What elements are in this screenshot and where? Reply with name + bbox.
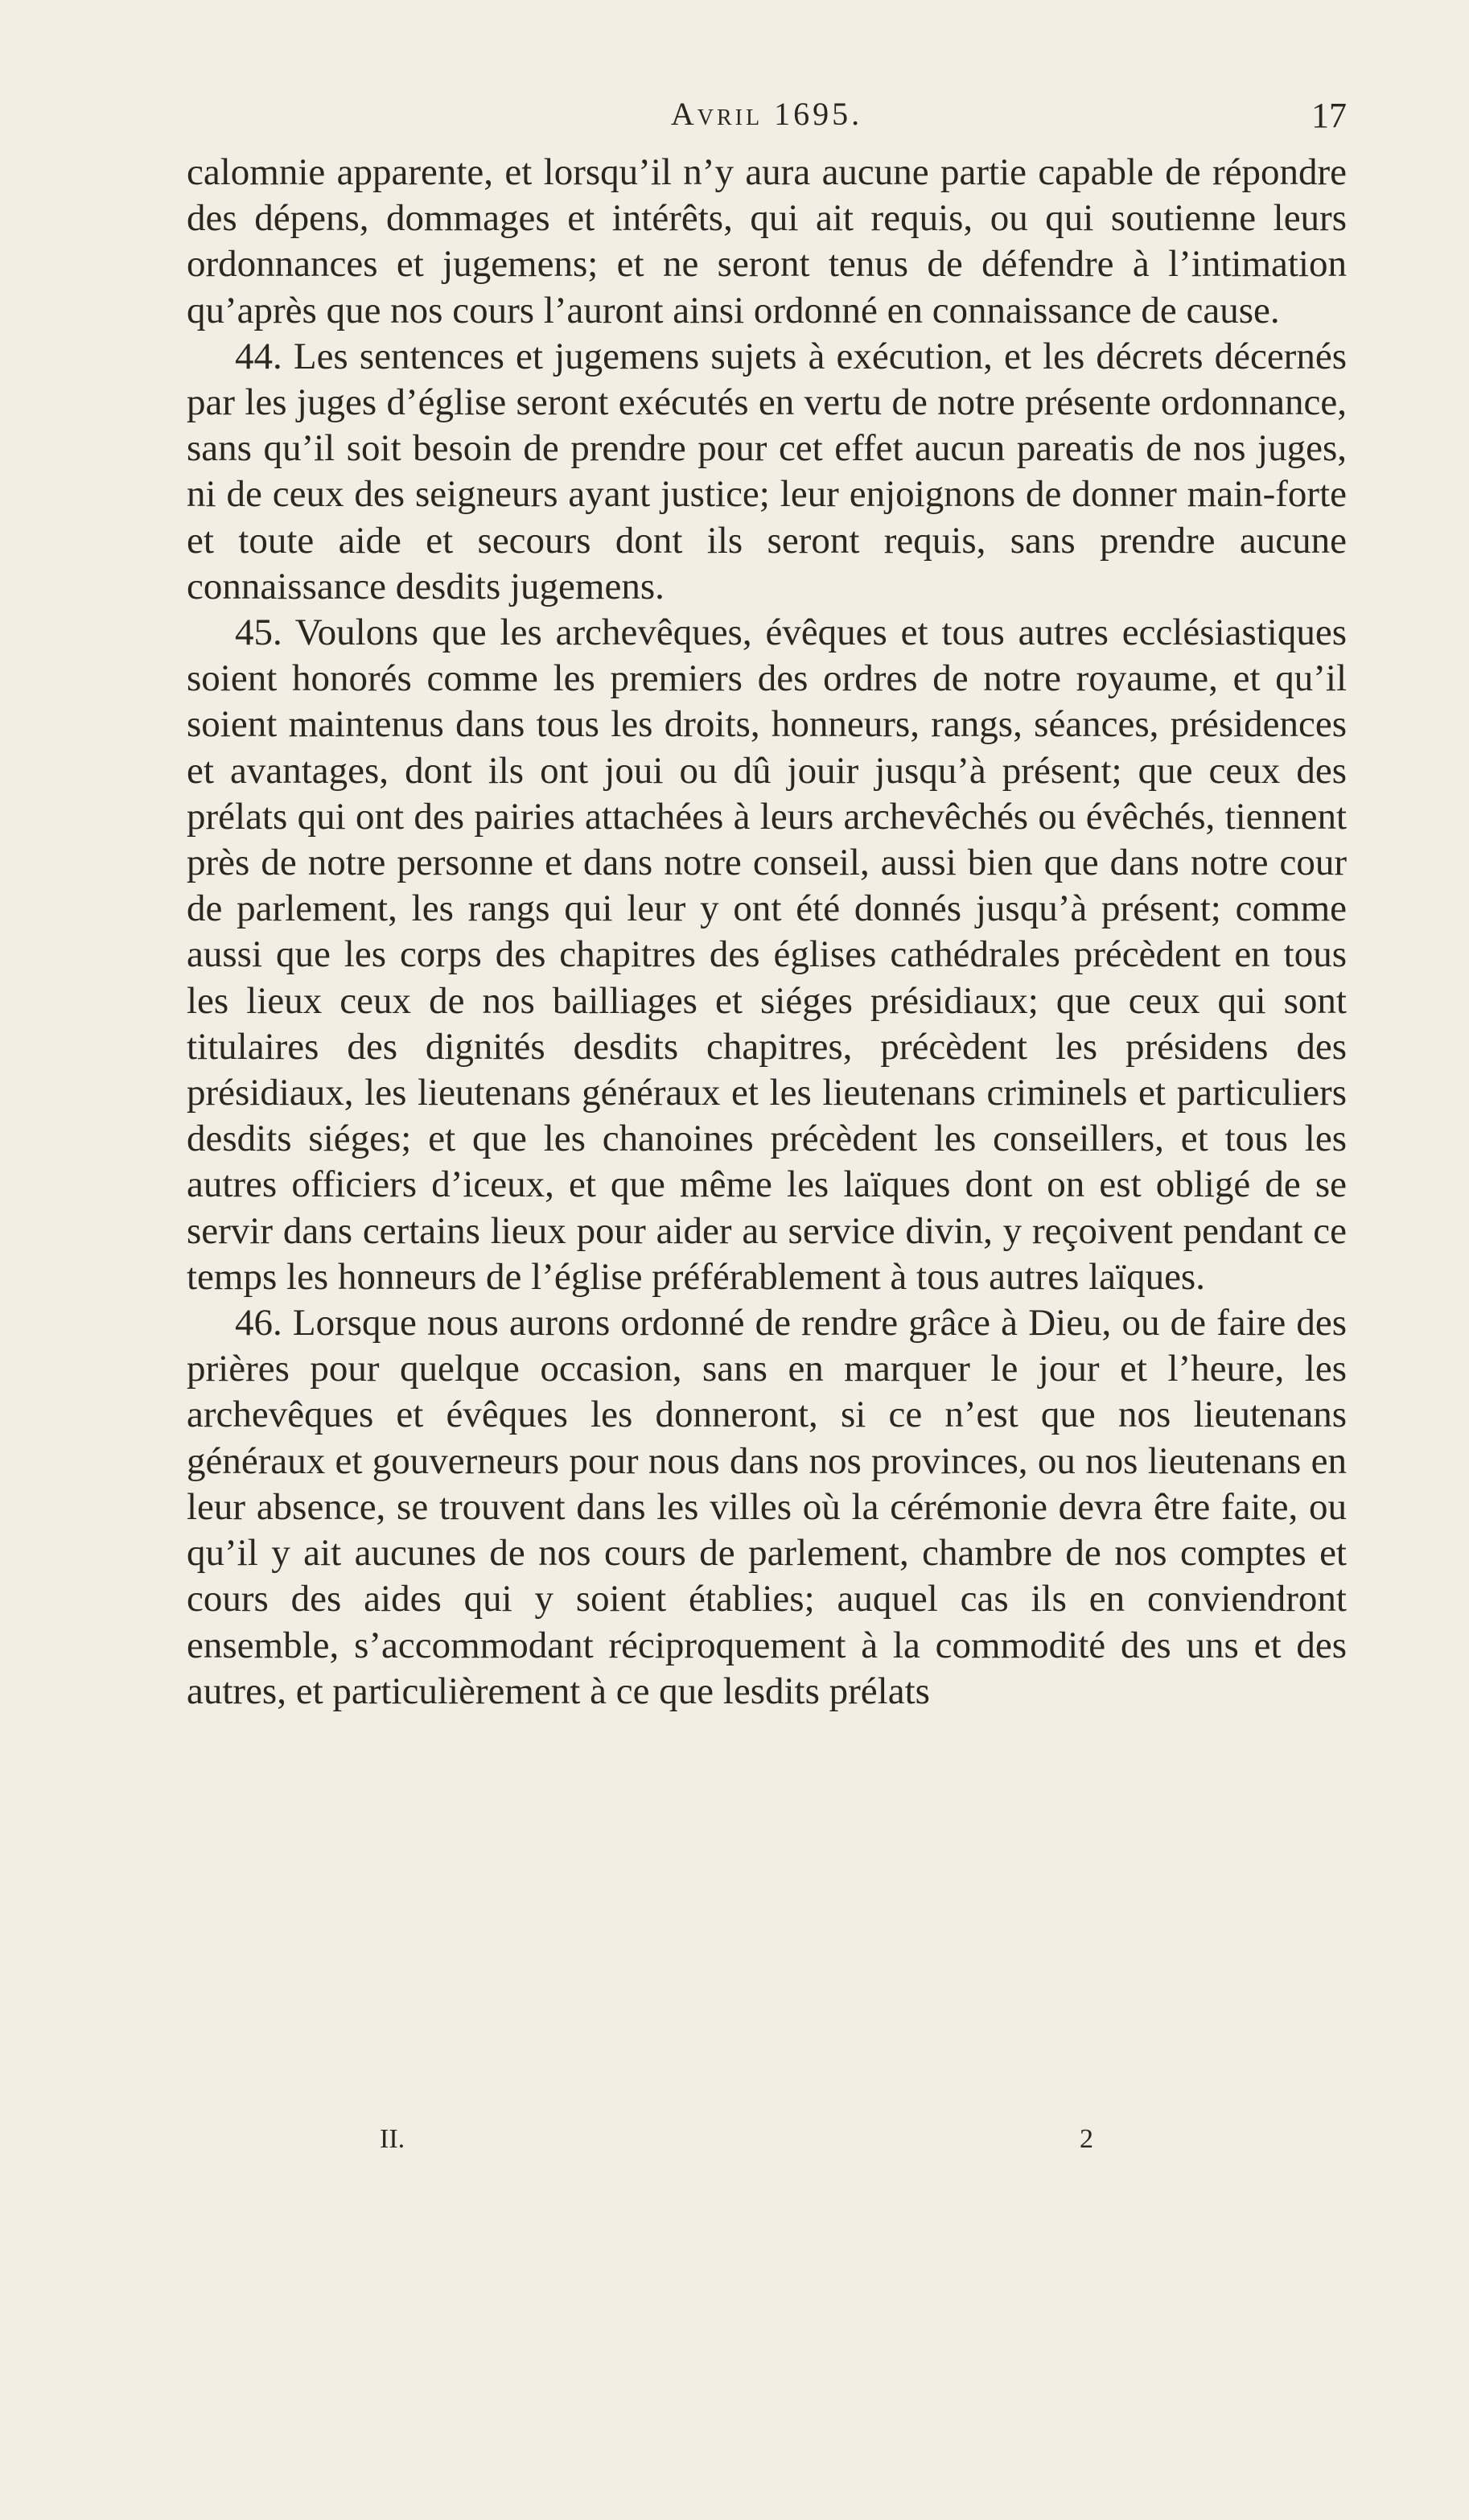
article-46-paragraph: 46. Lorsque nous aurons ordonné de rendre grâce à Dieu, ou de faire des prières pour quelque occasion, sans en marquer le jour et l’heure, les archevêques et évêques les donneront, si ce n’est que nos lieutenans généraux et gouverneurs pour nous dans nos provinces, ou nos lieutenans en leur absence, se trouvent dans les villes où la cérémonie devra être faite, ou qu’il y ait aucunes de nos cours de parlement, chambre de nos comptes et cours des aides qui y soient établies; auquel cas ils en conviendront ensemble, s’accommodant réciproquement à la commodité des uns et des autres, et particulièrement à ce que lesdits prélats: [187, 1302, 1347, 1712]
article-44-paragraph: 44. Les sentences et jugemens sujets à exécution, et les décrets décernés par les juges d’église seront exécutés en vertu de notre présente ordonnance, sans qu’il soit besoin de prendre pour cet effet aucun pareatis de nos juges, ni de ceux des seigneurs ayant justice; leur enjoignons de donner main-forte et toute aide et secours dont ils seront requis, sans prendre aucune connaissance desdits jugemens.: [187, 335, 1347, 607]
running-head: Avril 1695.: [670, 96, 863, 132]
sheet-number: 2: [1080, 2124, 1093, 2154]
page-header: [187, 95, 1347, 143]
page-number: 17: [1311, 96, 1347, 135]
paragraph-continuation: calomnie apparente, et lorsqu’il n’y aura aucune partie capable de répondre des dépens, dommages et intérêts, qui ait requis, ou qui soutienne leurs ordonnances et jugemens; et ne seront tenus de défendre à l’intimation qu’après que nos cours l’auront ainsi ordonné en connaissance de cause.: [187, 151, 1347, 331]
page-footer: [187, 2124, 1347, 2164]
article-45-paragraph: 45. Voulons que les archevêques, évêques et tous autres ecclésiastiques soient honorés comme les premiers des ordres de notre royaume, et qu’il soient maintenus dans tous les droits, honneurs, rangs, séances, présidences et avantages, dont ils ont joui ou dû jouir jusqu’à présent; que ceux des prélats qui ont des pairies attachées à leurs archevêchés ou évêchés, tiennent près de notre personne et dans notre conseil, aussi bien que dans notre cour de parlement, les rangs qui leur y ont été donnés jusqu’à présent; comme aussi que les corps des chapitres des églises cathédrales précèdent en tous les lieux ceux de nos bailliages et siéges présidiaux; que ceux qui sont titulaires des dignités desdits chapitres, précèdent les présidens des présidiaux, les lieutenans généraux et les lieutenans criminels et particuliers desdits siéges; et que les chanoines précèdent les conseillers, et tous les autres officiers d’iceux, et que même les laïques dont on est obligé de se servir dans certains lieux pour aider au service divin, y reçoivent pendant ce temps les honneurs de l’église préférablement à tous autres laïques.: [187, 611, 1347, 1298]
body-text: [187, 150, 1347, 1715]
signature-mark: II.: [380, 2124, 405, 2154]
